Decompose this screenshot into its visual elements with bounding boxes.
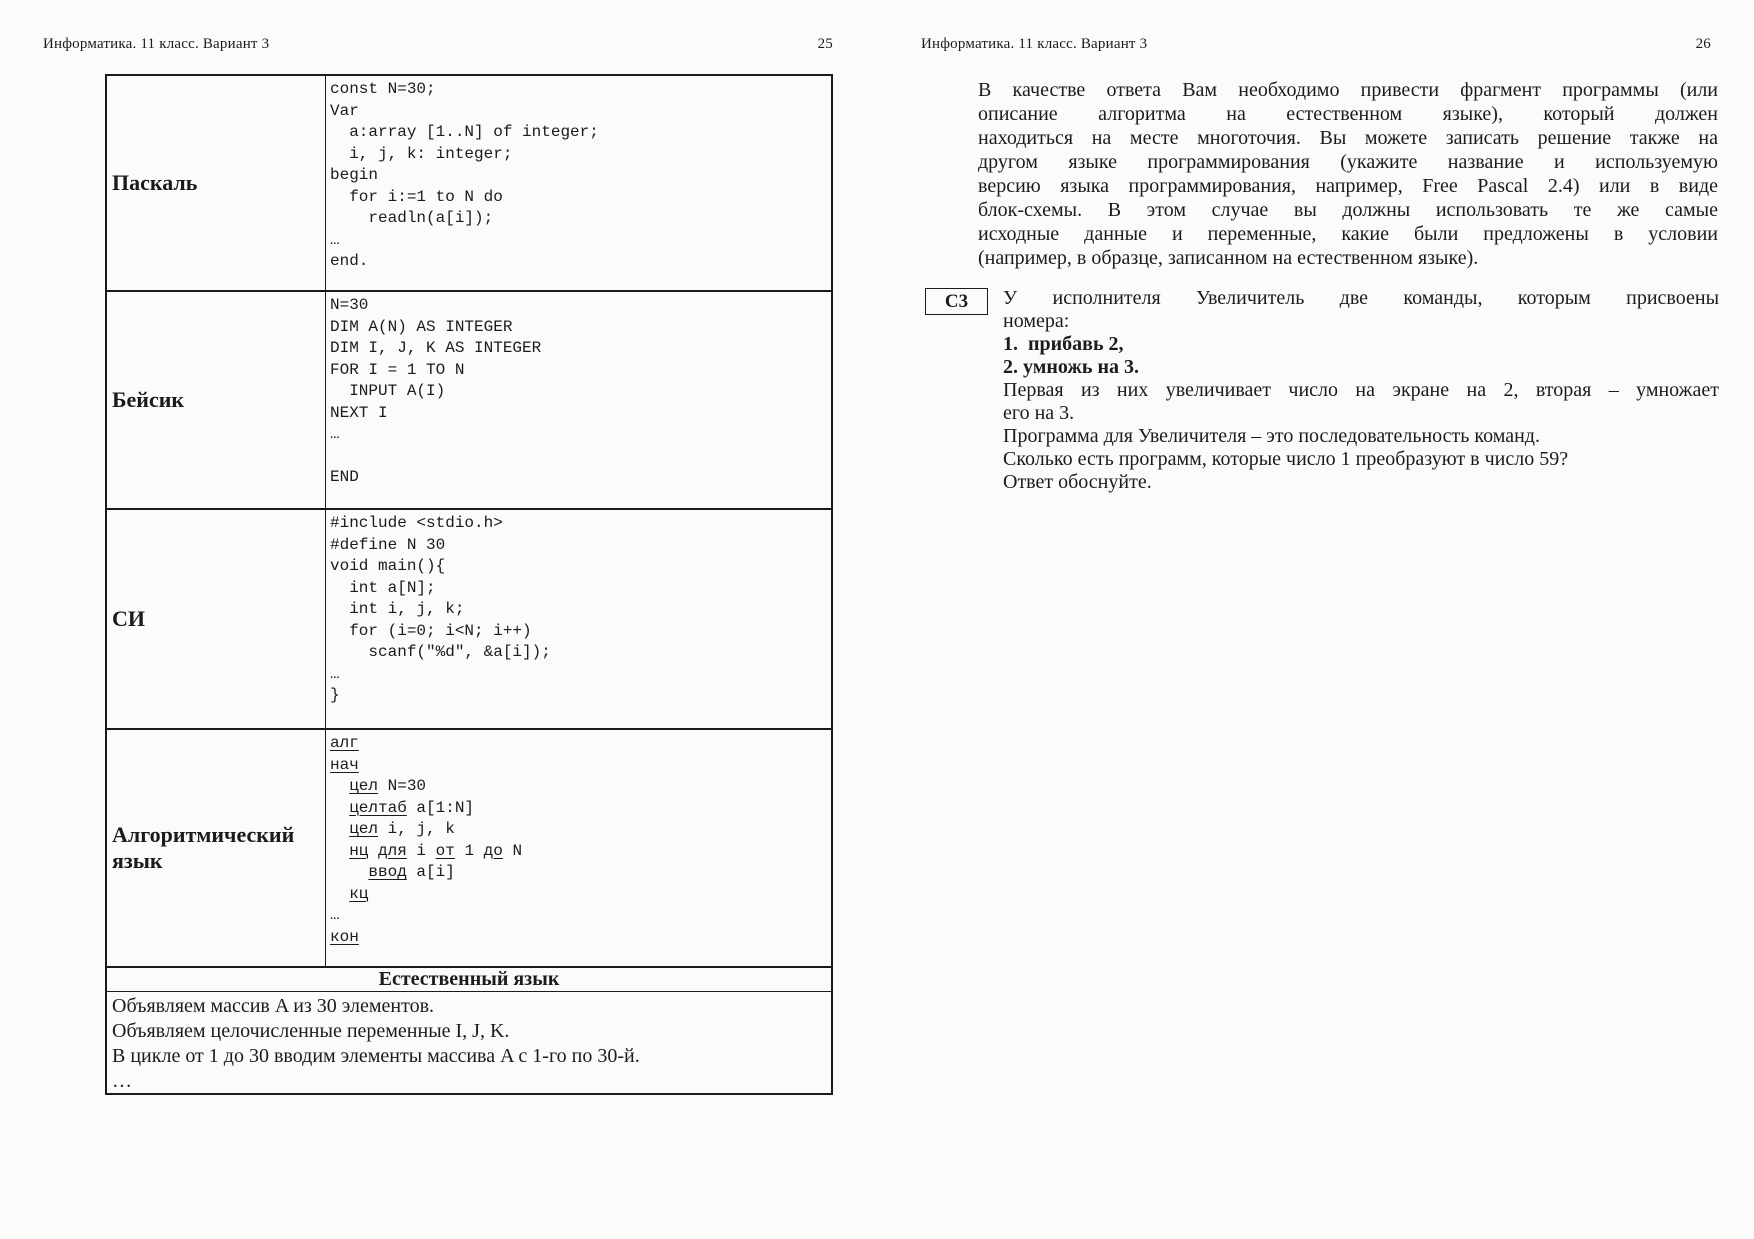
code-line: … (330, 425, 340, 443)
natural-language-line: Объявляем целочисленные переменные I, J, K. (112, 1020, 510, 1042)
keyword-underlined: нц (349, 841, 369, 860)
page-number-left: 25 (817, 36, 833, 52)
language-row-1 (107, 76, 831, 292)
code-line: целтаб a[1:N] (349, 798, 475, 817)
keyword-underlined: до (483, 841, 503, 860)
task-line: Первая из них увеличивает число на экране на 2, вторая – умножает (1003, 379, 1719, 401)
intro-line: находиться на месте многоточия. Вы можете записать решение также на (978, 127, 1718, 149)
keyword-underlined: целтаб (349, 798, 407, 817)
intro-line: блок-схемы. В этом случае вы должны использовать те же самые (978, 199, 1718, 221)
running-header-left (43, 36, 833, 53)
natural-language-text (107, 992, 831, 1093)
intro-line: В качестве ответа Вам необходимо привести фрагмент программы (или (978, 79, 1718, 101)
keyword-underlined: ввод (368, 863, 407, 881)
language-row-2 (107, 292, 831, 510)
code-cell (326, 292, 831, 508)
natural-language-line: В цикле от 1 до 30 вводим элементы массива A с 1-го по 30-й. (112, 1045, 640, 1067)
code-line: void main(){ (330, 557, 446, 575)
intro-line: описание алгоритма на естественном языке), который должен (978, 103, 1718, 125)
code-line: цел i, j, k (349, 820, 455, 838)
code-line (330, 927, 829, 949)
code-cell (326, 510, 831, 728)
code-line: int i, j, k; (330, 600, 465, 618)
code-line: N=30 (330, 296, 369, 314)
task-line: номера: (1003, 310, 1070, 332)
code-line: … (330, 230, 340, 249)
language-label: Алгоритмический язык (107, 730, 326, 966)
task-number-label: С3 (944, 290, 969, 312)
task-line: его на 3. (1003, 402, 1075, 424)
code-line: … (330, 906, 340, 924)
language-row-3 (107, 510, 831, 730)
code-line: NEXT I (330, 403, 388, 422)
natural-language-header: Естественный язык (107, 968, 831, 992)
code-line: DIM A(N) AS INTEGER (330, 317, 513, 336)
keyword-underlined: нач (330, 755, 359, 774)
task-line: 2. умножь на 3. (1003, 356, 1139, 378)
keyword-underlined: от (435, 841, 455, 860)
code-line: scanf("%d", &a[i]); (330, 643, 551, 661)
language-examples-table (105, 74, 833, 1095)
keyword-underlined: цел (349, 777, 379, 795)
language-label: Бейсик (107, 292, 326, 508)
intro-line: версию языка программирования, например, Free Pascal 2.4) или в виде (978, 175, 1718, 197)
task-statement (1003, 287, 1719, 494)
task-line: У исполнителя Увеличитель две команды, которым присвоены (1003, 287, 1719, 309)
code-cell (326, 76, 831, 290)
task-line: 1. прибавь 2, (1003, 333, 1124, 355)
code-line: readln(a[i]); (330, 209, 494, 227)
code-line: begin (330, 166, 379, 184)
code-line (330, 446, 829, 468)
code-line: FOR I = 1 TO N (330, 360, 465, 379)
code-line: … (330, 664, 340, 683)
code-line: #define N 30 (330, 535, 446, 554)
language-label: Паскаль (107, 76, 326, 290)
language-row-4 (107, 730, 831, 968)
code-line: end. (330, 252, 369, 270)
keyword-underlined: алг (330, 734, 359, 752)
running-title-right: Информатика. 11 класс. Вариант 3 (921, 36, 1148, 52)
running-header-right (921, 36, 1711, 53)
code-cell (326, 730, 831, 966)
code-line: END (330, 468, 359, 486)
intro-line: (например, в образце, записанном на естественном языке). (978, 247, 1479, 269)
code-line: нц для i от 1 до N (349, 841, 523, 860)
code-line: const N=30; (330, 80, 436, 98)
keyword-underlined: кон (330, 927, 359, 946)
code-line: цел N=30 (349, 777, 427, 795)
keyword-underlined: для (378, 841, 407, 860)
code-line: ввод a[i] (368, 863, 455, 881)
running-title-left: Информатика. 11 класс. Вариант 3 (43, 36, 270, 52)
code-line (330, 755, 829, 777)
task-line: Ответ обоснуйте. (1003, 471, 1152, 493)
code-line: INPUT A(I) (330, 382, 446, 400)
task-line: Сколько есть программ, которые число 1 преобразуют в число 59? (1003, 448, 1569, 470)
task-number-box (925, 288, 988, 315)
natural-language-line: … (112, 1070, 132, 1092)
task-line: Программа для Увеличителя – это последовательность команд. (1003, 425, 1540, 447)
code-line: #include <stdio.h> (330, 514, 503, 532)
intro-line: другом языке программирования (укажите название и используемую (978, 151, 1718, 173)
keyword-underlined: цел (349, 820, 379, 838)
intro-paragraph (978, 78, 1718, 270)
code-line: i, j, k: integer; (330, 144, 513, 163)
code-line: } (330, 686, 340, 704)
keyword-underlined: кц (349, 884, 369, 903)
code-line: Var (330, 101, 359, 120)
code-line: for i:=1 to N do (330, 187, 503, 206)
code-line: DIM I, J, K AS INTEGER (330, 339, 542, 357)
code-line: int a[N]; (330, 578, 436, 597)
code-line (330, 884, 829, 906)
natural-language-line: Объявляем массив A из 30 элементов. (112, 995, 435, 1017)
code-line (330, 733, 829, 755)
intro-line: исходные данные и переменные, какие были предложены в условии (978, 223, 1718, 245)
code-line: for (i=0; i<N; i++) (330, 621, 532, 640)
code-line: a:array [1..N] of integer; (330, 123, 599, 141)
language-label: СИ (107, 510, 326, 728)
page-number-right: 26 (1695, 36, 1711, 52)
